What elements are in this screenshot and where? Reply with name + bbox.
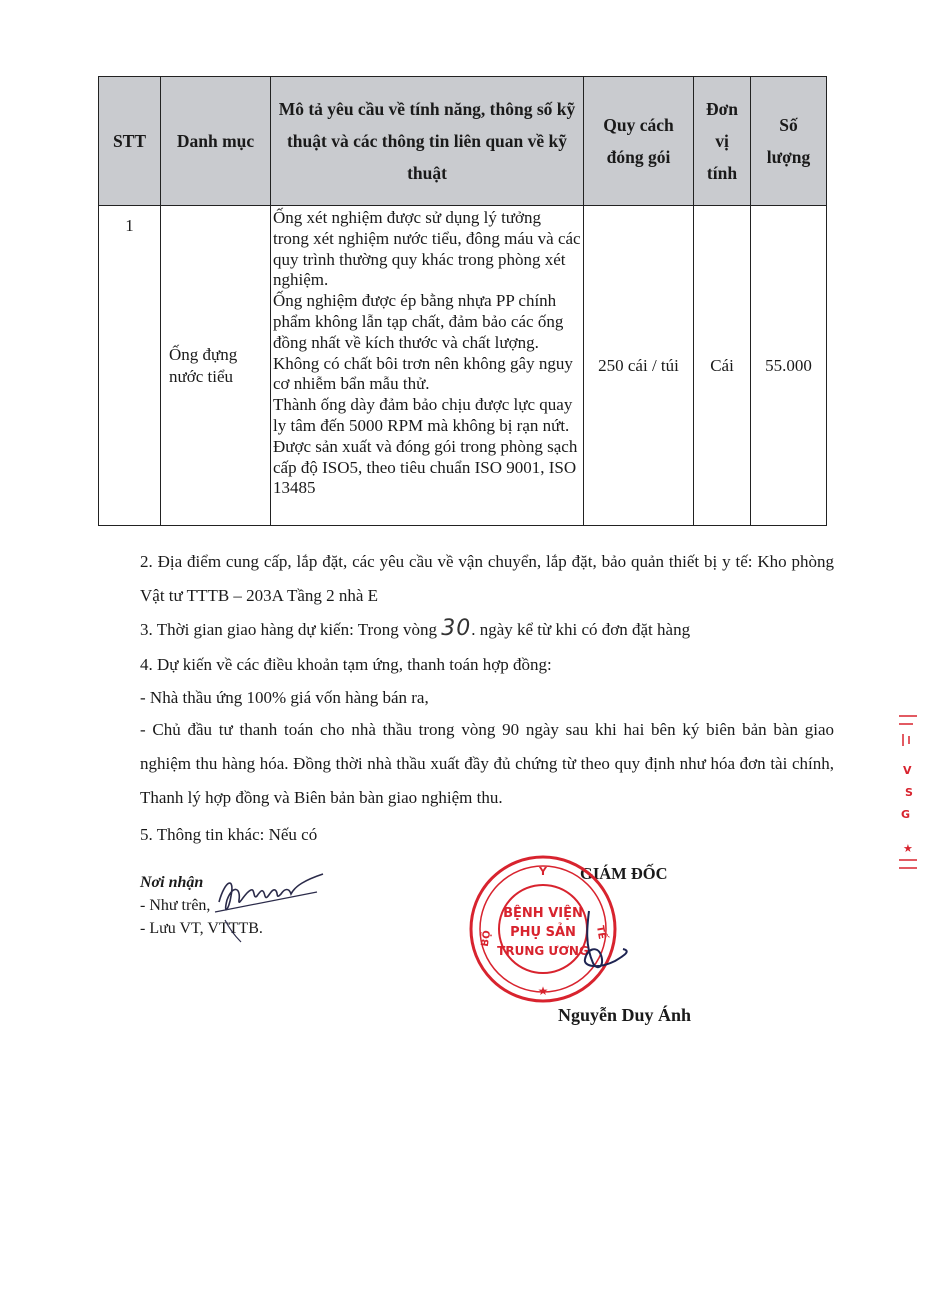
svg-text:★: ★ <box>903 842 913 855</box>
description-line: Ống nghiệm được ép bằng nhựa PP chính phẩm không lẫn tạp chất, đảm bảo các ống đồng nhất về kích thước và chất lượng. <box>273 291 564 352</box>
director-title: GIÁM ĐỐC <box>580 864 668 883</box>
director-signature-icon <box>575 905 645 980</box>
paragraph-payment: - Chủ đầu tư thanh toán cho nhà thầu trong vòng 90 ngày sau khi hai bên ký biên bản bàn giao nghiệm thu hàng hóa. Đồng thời nhà thầu xuất đầy đủ chứng từ theo quy định như hóa đơn tài chính, Thanh lý hợp đồng và Biên bản bàn giao nghiệm thu. <box>140 720 834 807</box>
director-name: Nguyễn Duy Ánh <box>558 1005 692 1025</box>
handwritten-days: 30 <box>441 616 472 641</box>
recipient-line: - Lưu VT, VTTTB. <box>140 920 263 937</box>
initials-signature-icon <box>205 866 330 946</box>
paragraph-delivery-location: 2. Địa điểm cung cấp, lắp đặt, các yêu cầu về vận chuyển, lắp đặt, bảo quản thiết bị y tế: Kho phòng Vật tư TTTB – 203A Tầng 2 nhà E <box>140 552 834 605</box>
svg-text:BỘ: BỘ <box>479 929 494 948</box>
cell-unit: Cái <box>694 206 751 526</box>
cell-quantity: 55.000 <box>751 206 827 526</box>
description-line: Được sản xuất và đóng gói trong phòng sạch cấp độ ISO5, theo tiêu chuẩn ISO 9001, ISO 13485 <box>273 436 578 498</box>
table-row <box>99 206 827 526</box>
header-unit: Đơn vị tính <box>694 77 751 206</box>
svg-text:BỆNH VIỆN: BỆNH VIỆN <box>503 906 583 921</box>
description-line: Thành ống dày đảm bảo chịu được lực quay ly tâm đến 5000 RPM mà không bị rạn nứt. <box>273 395 573 435</box>
svg-text:Y: Y <box>539 865 547 878</box>
svg-text:PHỤ SẢN: PHỤ SẢN <box>510 925 576 940</box>
header-stt: STT <box>99 77 161 206</box>
recipient-line: - Như trên, <box>140 897 211 914</box>
paragraph-other-info: 5. Thông tin khác: Nếu có <box>140 825 318 844</box>
description-line: Ống xét nghiệm được sử dụng lý tưởng trong xét nghiệm nước tiểu, đông máu và các quy trình thường quy khác trong phòng xét nghiệm. <box>273 208 581 290</box>
svg-text:S: S <box>905 786 913 799</box>
paragraph-delivery-time <box>140 612 834 647</box>
cell-stt: 1 <box>99 206 161 526</box>
description-line: Không có chất bôi trơn nên không gây nguy cơ nhiễm bẩn mẫu thử. <box>273 353 573 394</box>
recipients-title: Nơi nhận <box>140 874 204 891</box>
delivery-time-prefix: 3. Thời gian giao hàng dự kiến: Trong vòng <box>140 620 442 639</box>
paragraph-advance: - Nhà thầu ứng 100% giá vốn hàng bán ra, <box>140 688 429 707</box>
cell-description <box>271 206 584 526</box>
svg-text:G: G <box>901 808 911 821</box>
cell-packaging: 250 cái / túi <box>584 206 694 526</box>
cell-category: Ống đựng nước tiểu <box>161 206 271 526</box>
edge-stamp-fragment-icon <box>893 710 923 880</box>
paragraph-payment-terms: 4. Dự kiến về các điều khoản tạm ứng, thanh toán hợp đồng: <box>140 655 552 674</box>
svg-text:TẾ: TẾ <box>593 924 608 941</box>
delivery-time-suffix: . ngày kể từ khi có đơn đặt hàng <box>471 620 691 639</box>
table-header-row <box>99 77 827 206</box>
svg-text:TRUNG ƯƠNG: TRUNG ƯƠNG <box>497 944 589 958</box>
header-packaging: Quy cách đóng gói <box>584 77 694 206</box>
header-category: Danh mục <box>161 77 271 206</box>
specification-table <box>98 76 827 526</box>
svg-text:★: ★ <box>537 984 549 998</box>
header-description: Mô tả yêu cầu về tính năng, thông số kỹ thuật và các thông tin liên quan về kỹ thuật <box>271 77 584 206</box>
svg-text:V: V <box>903 764 912 777</box>
header-quantity: Số lượng <box>751 77 827 206</box>
